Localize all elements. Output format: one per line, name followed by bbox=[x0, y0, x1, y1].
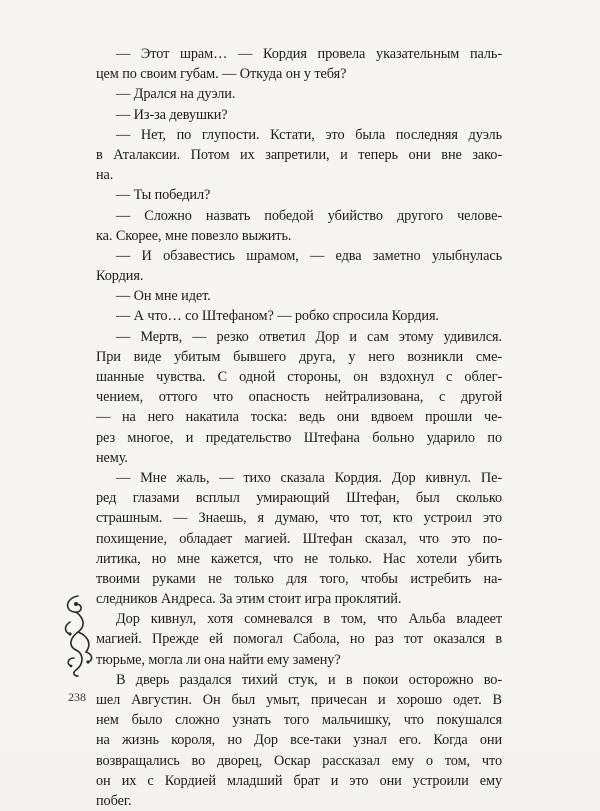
text-line: твоими руками не только для того, чтобы истребить на- bbox=[96, 570, 502, 587]
text-line: он их с Кордией младший брат и это они устроили ему bbox=[96, 772, 502, 789]
text-line: — Нет, по глупости. Кстати, это была последняя дуэль bbox=[116, 126, 502, 143]
text-line: страшным. — Знаешь, я думаю, что тот, кто устроил это bbox=[96, 510, 502, 527]
text-line: — Сложно назвать победой убийство другого челове- bbox=[116, 207, 502, 224]
text-line: нем было сложно узнать того мальчишку, что покушался bbox=[96, 712, 502, 729]
text-line: похищение, обладает магией. Штефан сказал, что это по- bbox=[96, 530, 502, 547]
page-text bbox=[96, 44, 502, 811]
text-line: на жизнь короля, но Дор все-таки узнал его. Когда они bbox=[96, 732, 502, 749]
text-line: — И обзавестись шрамом, — едва заметно улыбнулась bbox=[116, 247, 502, 264]
text-line: — на него накатила тоска: ведь они вдвоем прошли че- bbox=[96, 409, 502, 426]
text-line: возвращались во дворец, Оскар рассказал ему о том, что bbox=[96, 752, 502, 769]
text-line: магией. Прежде ей помогал Сабола, но раз тот оказался в bbox=[96, 631, 502, 648]
text-line: В дверь раздался тихий стук, и в покои осторожно во- bbox=[116, 671, 502, 688]
text-line: нему. bbox=[96, 449, 128, 466]
text-line: — Дрался на дуэли. bbox=[116, 86, 236, 103]
text-line: — Ты победил? bbox=[116, 187, 211, 204]
text-line: тюрьме, могла ли она найти ему замену? bbox=[96, 651, 341, 668]
text-line: ред глазами всплыл умирающий Штефан, был сколько bbox=[96, 490, 502, 507]
text-line: Кордия. bbox=[96, 268, 144, 285]
text-line: Дор кивнул, хотя сомневался в том, что Альба владеет bbox=[116, 611, 502, 628]
text-line: — Этот шрам… — Кордия провела указательным паль- bbox=[116, 46, 502, 62]
text-line: — А что… со Штефаном? — робко спросила Кордия. bbox=[116, 308, 439, 325]
text-line: шанные чувства. С одной стороны, он вздохнул с облег- bbox=[96, 369, 502, 385]
text-line: цем по своим губам. — Откуда он у тебя? bbox=[96, 66, 347, 83]
page-number: 238 bbox=[68, 690, 86, 704]
text-line: — Он мне идет. bbox=[116, 288, 211, 305]
text-line: При виде убитым бывшего друга, у него возникли сме- bbox=[96, 348, 502, 365]
text-line: ка. Скорее, мне повезло выжить. bbox=[96, 227, 292, 244]
text-line: — Мне жаль, — тихо сказала Кордия. Дор кивнул. Пе- bbox=[116, 469, 502, 486]
text-line: шел Августин. Он был умыт, причесан и хорошо одет. В bbox=[96, 692, 502, 708]
text-line: в Аталаксии. Потом их запретили, и теперь они вне зако- bbox=[96, 146, 502, 163]
text-line: следников Андреса. За этим стоит игра проклятий. bbox=[96, 591, 402, 608]
text-line: — Мертв, — резко ответил Дор и сам этому удивился. bbox=[116, 328, 502, 345]
text-line: литика, но мне кажется, что не только. Нас хотели убить bbox=[96, 550, 502, 567]
text-line: на. bbox=[96, 167, 114, 184]
text-line: побег. bbox=[96, 792, 132, 809]
text-line: — Из-за девушки? bbox=[116, 106, 228, 123]
text-line: чением, оттого что опасность нейтрализована, с другой bbox=[96, 389, 502, 406]
text-line: рез многое, и предательство Штефана больно ударило по bbox=[96, 429, 502, 446]
floral-vine-ornament-icon bbox=[58, 592, 98, 678]
